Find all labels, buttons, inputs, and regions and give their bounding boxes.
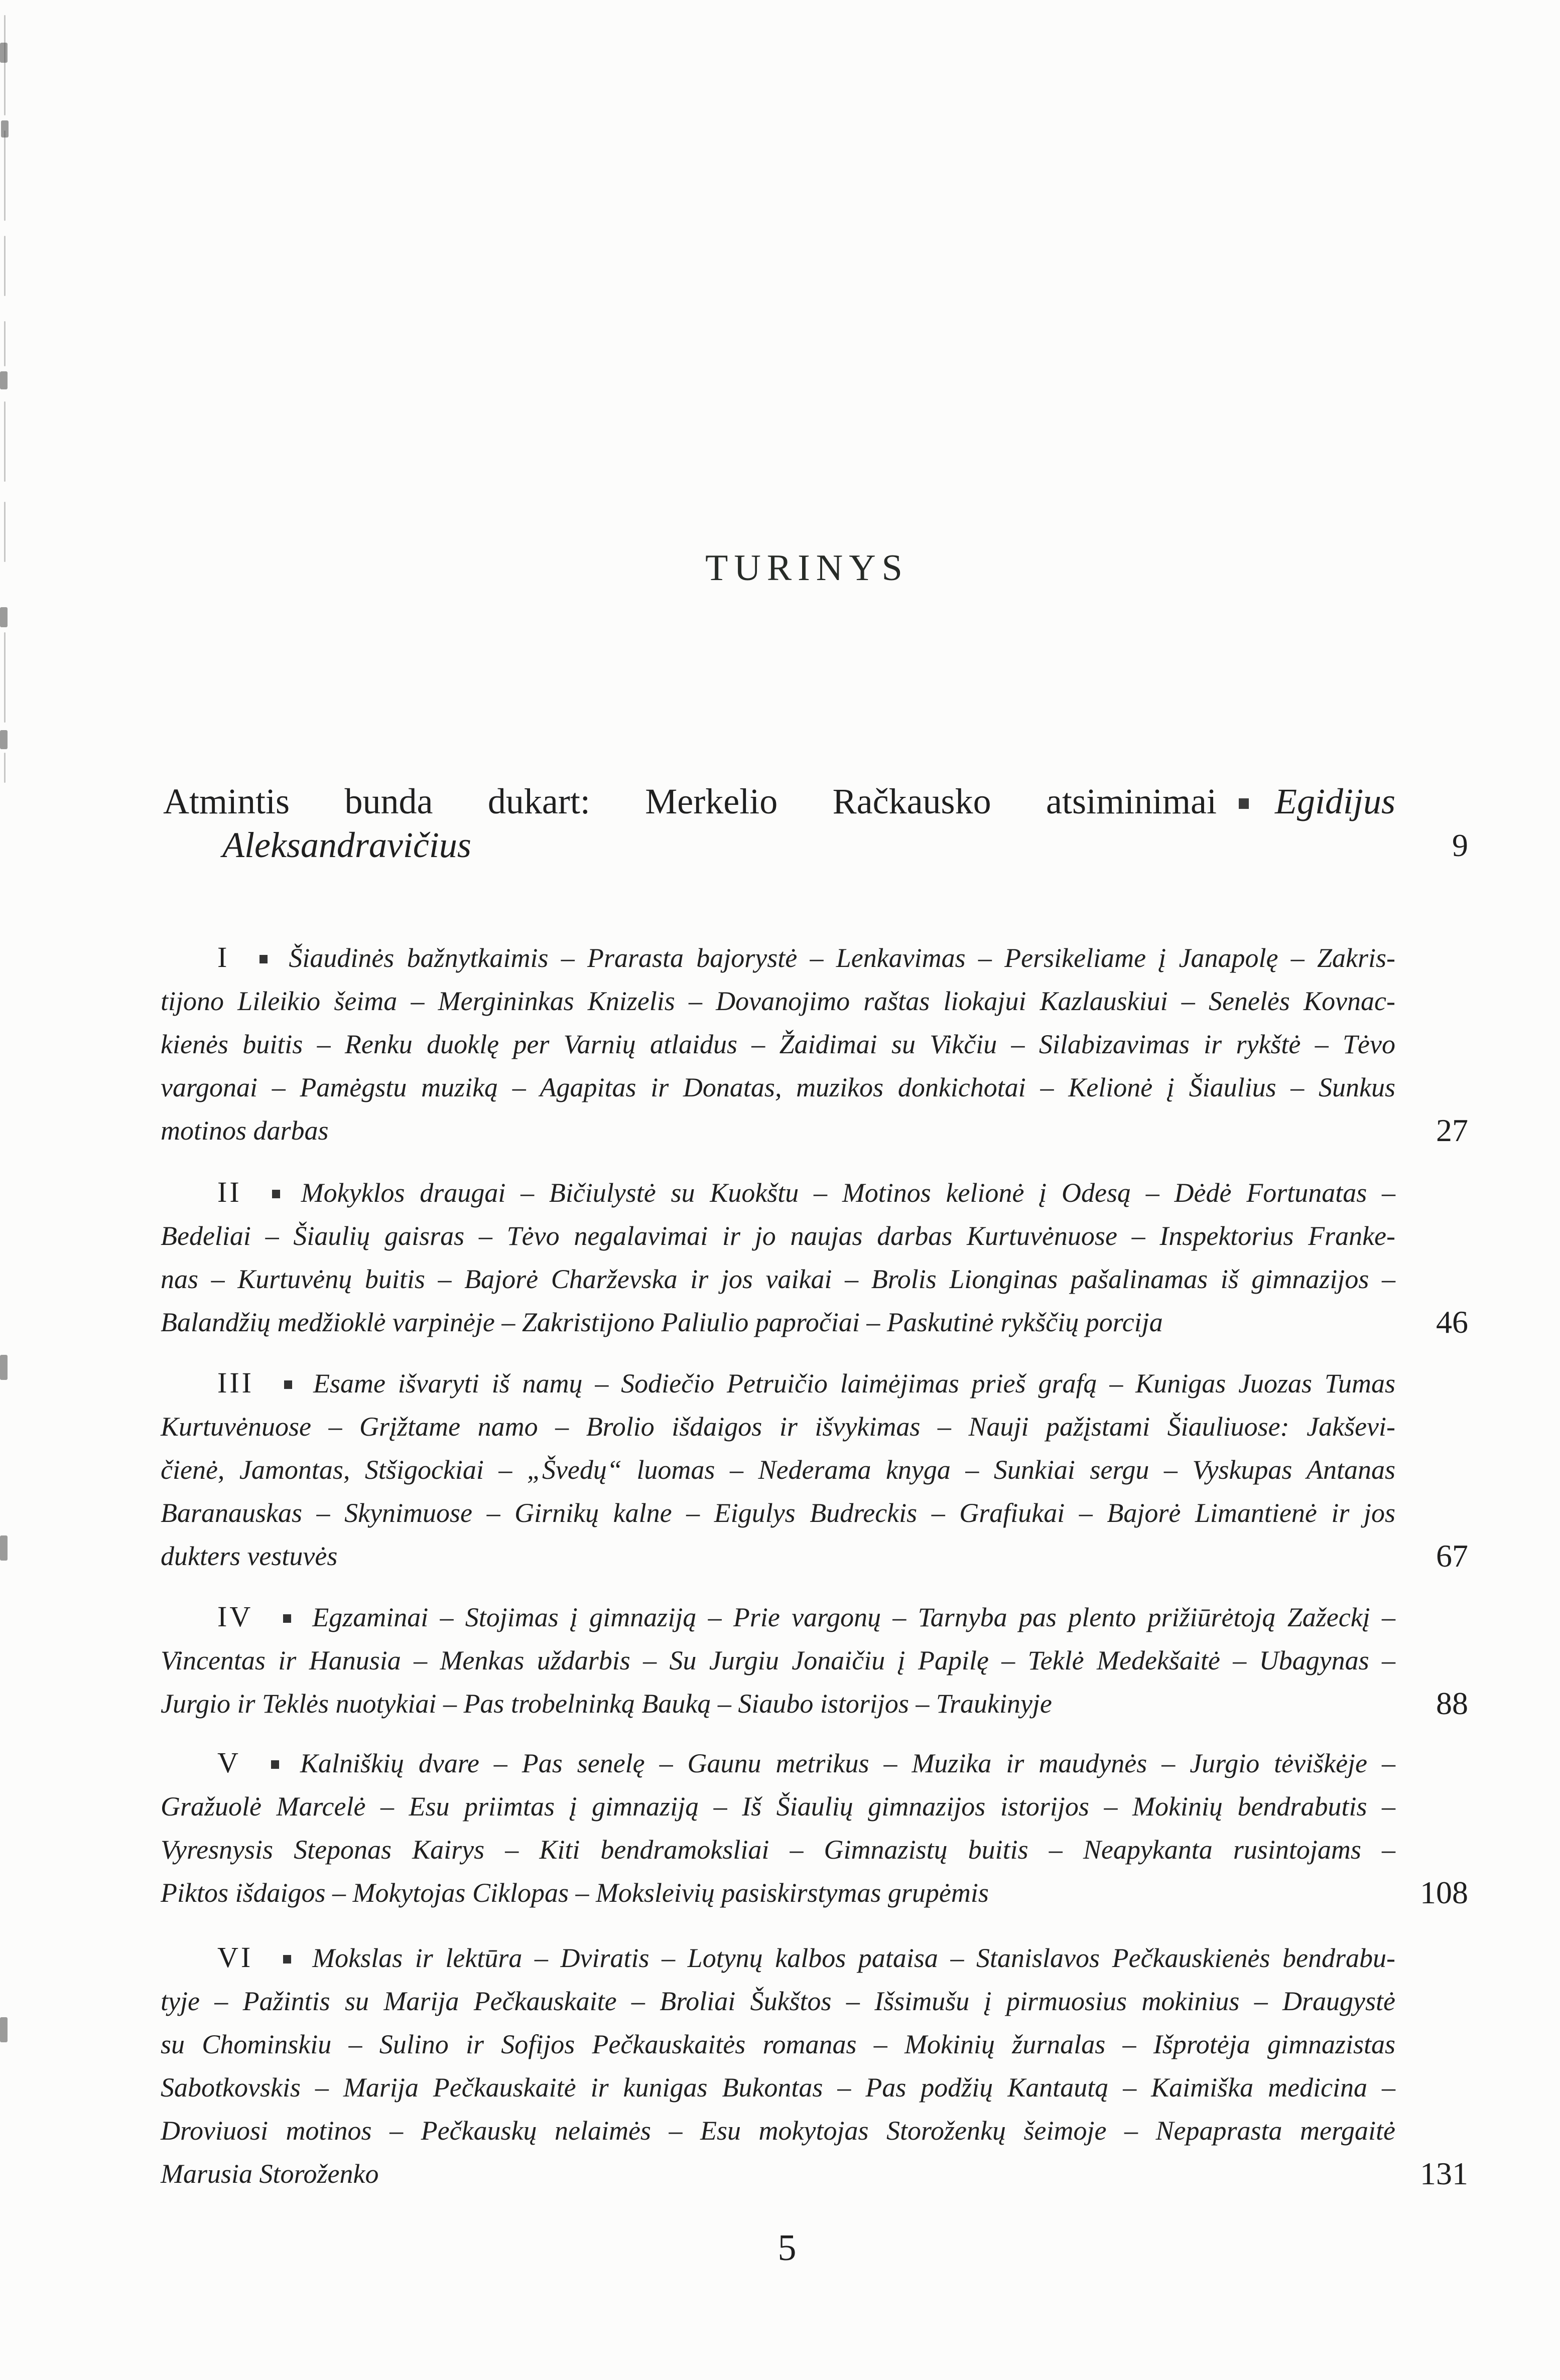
scan-line-mark [4, 15, 6, 115]
chapter-page-ref: 88 [1436, 1686, 1468, 1721]
square-bullet-icon [271, 1760, 279, 1769]
square-bullet-icon [272, 1190, 280, 1198]
page-number: 5 [777, 2227, 797, 2269]
chapter-line: Vincentas ir Hanusia – Menkas uždarbis – Su Jurgiu Jonaičiu į Papilę – Teklė Medekšaitė – Ubagynas – [161, 1645, 1395, 1675]
entry-line-1 [163, 780, 1395, 823]
chapter-line [161, 1171, 1395, 1214]
chapter-line: Balandžių medžioklė varpinėje – Zakristijono Paliulio papročiai – Paskutinė rykščių porcija [161, 1307, 1163, 1337]
scan-line-mark [4, 236, 6, 296]
toc-main-entry [163, 780, 1468, 867]
scan-line-mark [4, 321, 6, 366]
page-title: TURINYS [705, 547, 908, 589]
chapter-page-ref: 131 [1420, 2156, 1468, 2191]
chapter-line: motinos darbas [161, 1115, 329, 1146]
chapter-line: Sabotkovskis – Marija Pečkauskaitė ir kunigas Bukontas – Pas podžių Kantautą – Kaimiška medicina – [161, 2072, 1395, 2103]
chapter-numeral: V [217, 1746, 241, 1779]
chapter-line [161, 1361, 1395, 1405]
chapter-page-ref: 46 [1436, 1304, 1468, 1340]
scan-mark [0, 1355, 8, 1380]
square-bullet-icon [283, 1955, 291, 1964]
chapter-line: Piktos išdaigos – Mokytojas Ciklopas – Moksleivių pasiskirstymas grupėmis [161, 1878, 989, 1908]
chapter-line [161, 936, 1395, 979]
chapter-line: Baranauskas – Skynimuose – Girnikų kalne – Eigulys Budreckis – Grafiukai – Bajorė Limantienė ir jos [161, 1498, 1395, 1528]
chapter-line-text: Mokyklos draugai – Bičiulystė su Kuokštu – Motinos kelionė į Odesą – Dėdė Fortunatas – [301, 1178, 1395, 1208]
chapter-line-text: Mokslas ir lektūra – Dviratis – Lotynų kalbos pataisa – Stanislavos Pečkauskienės bendrabu- [312, 1943, 1395, 1973]
chapter-line: tijono Lileikio šeima – Mergininkas Knizelis – Dovanojimo raštas liokajui Kazlauskiui – Senelės Kovnac- [161, 986, 1395, 1016]
chapter-line: Kurtuvėnuose – Grįžtame namo – Brolio išdaigos ir išvykimas – Nauji pažįstami Šiauliuose: Jakševi- [161, 1412, 1395, 1442]
chapter-line: čienė, Jamontas, Stšigockiai – „Švedų“ luomas – Nederama knyga – Sunkiai sergu – Vyskupas Antanas [161, 1455, 1395, 1485]
chapter-line: nas – Kurtuvėnų buitis – Bajorė Charževska ir jos vaikai – Brolis Lionginas pašalinamas iš gimnazijos – [161, 1264, 1395, 1294]
chapter-line: tyje – Pažintis su Marija Pečkauskaite – Broliai Šukštos – Išsimušu į pirmuosius mokinius – Draugystė [161, 1986, 1395, 2016]
entry-author-first: Egidijus [1274, 781, 1395, 821]
scan-line-mark [4, 130, 6, 221]
square-bullet-icon [259, 955, 268, 963]
chapter-line: Gražuolė Marcelė – Esu priimtas į gimnaziją – Iš Šiaulių gimnazijos istorijos – Mokinių bendrabutis – [161, 1791, 1395, 1822]
chapter-line-text: Kalniškių dvare – Pas senelę – Gaunu metrikus – Muzika ir maudynės – Jurgio tėviškėje – [300, 1748, 1395, 1778]
scan-line-mark [4, 502, 6, 562]
chapter-numeral: I [217, 941, 230, 973]
chapter-line: dukters vestuvės [161, 1541, 338, 1571]
chapter-line: Bedeliai – Šiaulių gaisras – Tėvo negalavimai ir jo naujas darbas Kurtuvėnuose – Inspektorius Franke- [161, 1221, 1395, 1251]
chapter-line: Vyresnysis Steponas Kairys – Kiti bendramoksliai – Gimnazistų buitis – Neapykanta rusintojams – [161, 1835, 1395, 1865]
scan-mark [0, 371, 8, 389]
chapter-entry [161, 1595, 1468, 1725]
scan-mark [0, 1535, 8, 1561]
chapter-line-text: Esame išvaryti iš namų – Sodiečio Petruičio laimėjimas prieš grafą – Kunigas Juozas Tumas [313, 1368, 1395, 1398]
chapter-entry [161, 1741, 1468, 1914]
chapter-line: Droviuosi motinos – Pečkauskų nelaimės – Esu mokytojas Storoženkų šeimoje – Nepaprasta mergaitė [161, 2116, 1395, 2146]
entry-page-ref: 9 [1452, 827, 1468, 863]
chapter-line: vargonai – Pamėgstu muziką – Agapitas ir Donatas, muzikos donkichotai – Kelionė į Šiaulius – Sunkus [161, 1072, 1395, 1102]
chapter-page-ref: 67 [1436, 1538, 1468, 1574]
chapter-page-ref: 27 [1436, 1112, 1468, 1148]
chapter-entry [161, 1936, 1468, 2195]
square-bullet-icon [283, 1614, 291, 1623]
scan-mark [0, 2017, 8, 2042]
chapter-entry [161, 1361, 1468, 1578]
chapter-page-ref: 108 [1420, 1875, 1468, 1910]
chapter-line-text: Šiaudinės bažnytkaimis – Prarasta bajorystė – Lenkavimas – Persikeliame į Janapolę – Zakris- [289, 943, 1395, 973]
chapter-line: Jurgio ir Teklės nuotykiai – Pas trobelninką Bauką – Siaubo istorijos – Traukinyje [161, 1689, 1052, 1719]
chapter-line [161, 1741, 1395, 1785]
chapter-line: Marusia Storoženko [161, 2159, 379, 2189]
square-bullet-icon [284, 1380, 292, 1389]
chapter-numeral: II [217, 1176, 242, 1208]
chapter-numeral: III [217, 1366, 254, 1399]
chapter-entry [161, 936, 1468, 1152]
square-bullet-icon [1239, 798, 1249, 809]
scan-mark [0, 607, 8, 627]
scan-line-mark [4, 753, 6, 783]
chapter-numeral: IV [217, 1600, 253, 1633]
entry-title: Atmintis bunda dukart: Merkelio Račkausko atsiminimai [163, 781, 1217, 821]
chapter-line [161, 1595, 1395, 1639]
entry-author-second: Aleksandravičius [222, 825, 471, 865]
chapter-line-text: Egzaminai – Stojimas į gimnaziją – Prie vargonų – Tarnyba pas plento prižiūrėtoją Zažeckį – [312, 1602, 1395, 1632]
chapter-numeral: VI [217, 1941, 253, 1974]
scan-line-mark [4, 632, 6, 723]
entry-line-2 [163, 823, 1395, 867]
scan-mark [0, 730, 8, 749]
chapter-line: su Chominskiu – Sulino ir Sofijos Pečkauskaitės romanas – Mokinių žurnalas – Išprotėja gimnazistas [161, 2029, 1395, 2059]
scan-line-mark [4, 401, 6, 482]
chapter-line: kienės buitis – Renku duoklę per Varnių atlaidus – Žaidimai su Vikčiu – Silabizavimas ir rykštė – Tėvo [161, 1029, 1395, 1059]
chapter-entry [161, 1171, 1468, 1344]
chapter-line [161, 1936, 1395, 1980]
